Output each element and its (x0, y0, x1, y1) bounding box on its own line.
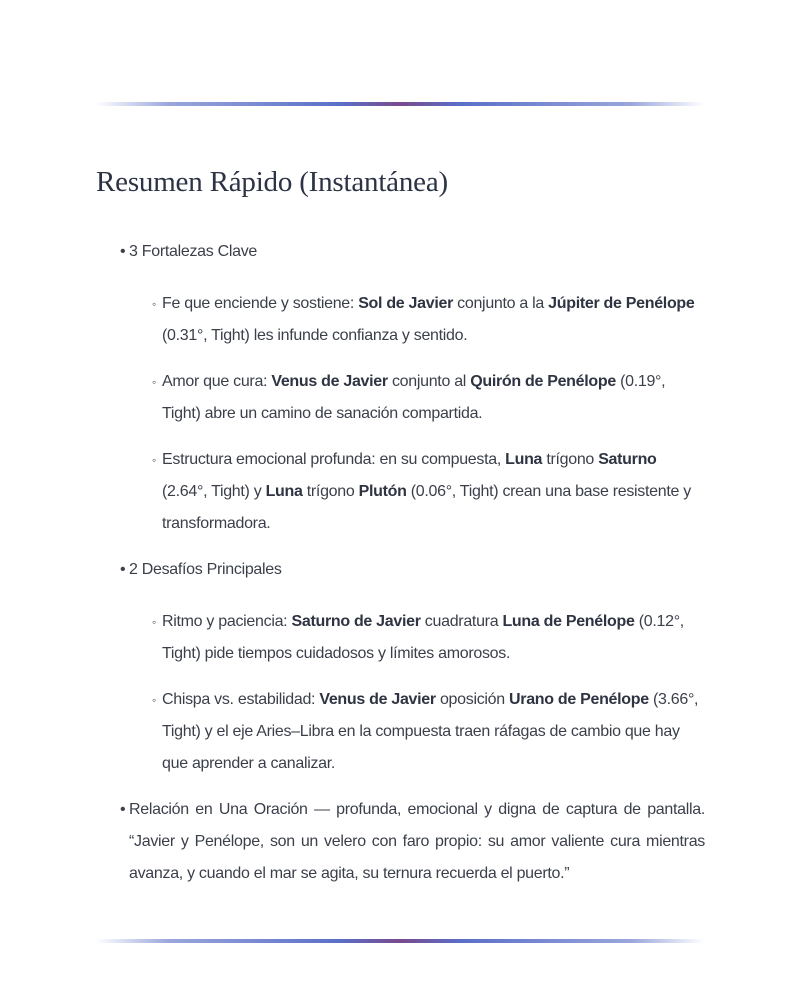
list-item (152, 366, 705, 430)
text-segment: (3.66°, Tight) y el eje Aries–Libra en la compuesta traen ráfagas de cambio que hay que aprender a canalizar. (162, 691, 699, 772)
bold-term: Saturno de Javier (291, 613, 421, 630)
section-label: 3 Fortalezas Clave (129, 243, 257, 260)
text-segment: trígono (302, 483, 359, 500)
text-segment: Estructura emocional profunda: en su compuesta, (162, 451, 506, 468)
text-segment: Fe que enciende y sostiene: (162, 295, 359, 312)
bullet: • (120, 801, 126, 818)
list-item-text (162, 684, 705, 780)
bold-term: Sol de Javier (358, 295, 454, 312)
bold-term: Venus de Javier (271, 373, 388, 390)
bold-term: Júpiter de Penélope (548, 295, 695, 312)
text-segment: (0.19°, Tight) abre un camino de sanación compartida. (162, 373, 666, 422)
sub-bullet: ◦ (152, 615, 156, 629)
list-item (152, 288, 705, 352)
bold-term: Luna (505, 451, 543, 468)
list-item-text (162, 366, 705, 430)
text-segment: oposición (435, 691, 510, 708)
summary-content (120, 236, 705, 890)
list-item-text (162, 288, 705, 352)
bold-term: Urano de Penélope (509, 691, 649, 708)
sub-bullet: ◦ (152, 375, 156, 389)
sub-bullet: ◦ (152, 453, 156, 467)
page-title: Resumen Rápido (Instantánea) (96, 166, 448, 198)
summary-text: Relación en Una Oración — profunda, emocional y digna de captura de pantalla. “Javier y Penélope, son un velero con faro propio: su amor valiente cura mientras avanza, y cuando el mar se agita, su ternura recuerda el puerto.” (129, 801, 705, 882)
list-item-text (162, 606, 705, 670)
list-item (152, 444, 705, 540)
list-item (152, 684, 705, 780)
bold-term: Quirón de Penélope (470, 373, 616, 390)
challenges-list (152, 606, 705, 780)
sub-bullet: ◦ (152, 693, 156, 707)
bullet: • (120, 561, 126, 578)
top-divider (96, 102, 704, 106)
list-item-text (162, 444, 705, 540)
text-segment: (0.12°, Tight) pide tiempos cuidadosos y límites amorosos. (162, 613, 684, 662)
text-segment: (2.64°, Tight) y (162, 483, 266, 500)
text-segment: Ritmo y paciencia: (162, 613, 292, 630)
bold-term: Luna (265, 483, 303, 500)
sub-bullet: ◦ (152, 297, 156, 311)
text-segment: (0.31°, Tight) les infunde confianza y sentido. (162, 327, 468, 344)
text-segment: cuadratura (420, 613, 503, 630)
text-segment: conjunto a la (453, 295, 549, 312)
section-strengths (120, 236, 705, 268)
strengths-list (152, 288, 705, 540)
list-item (152, 606, 705, 670)
relationship-summary (120, 794, 705, 890)
text-segment: Amor que cura: (162, 373, 272, 390)
bullet: • (120, 243, 126, 260)
text-segment: trígono (542, 451, 599, 468)
bold-term: Plutón (358, 483, 407, 500)
section-challenges (120, 554, 705, 586)
bold-term: Venus de Javier (319, 691, 436, 708)
bold-term: Luna de Penélope (502, 613, 635, 630)
text-segment: (0.06°, Tight) crean una base resistente y transformadora. (162, 483, 691, 532)
text-segment: conjunto al (387, 373, 471, 390)
section-label: 2 Desafíos Principales (129, 561, 282, 578)
bold-term: Saturno (598, 451, 657, 468)
text-segment: Chispa vs. estabilidad: (162, 691, 320, 708)
bottom-divider (96, 939, 704, 943)
